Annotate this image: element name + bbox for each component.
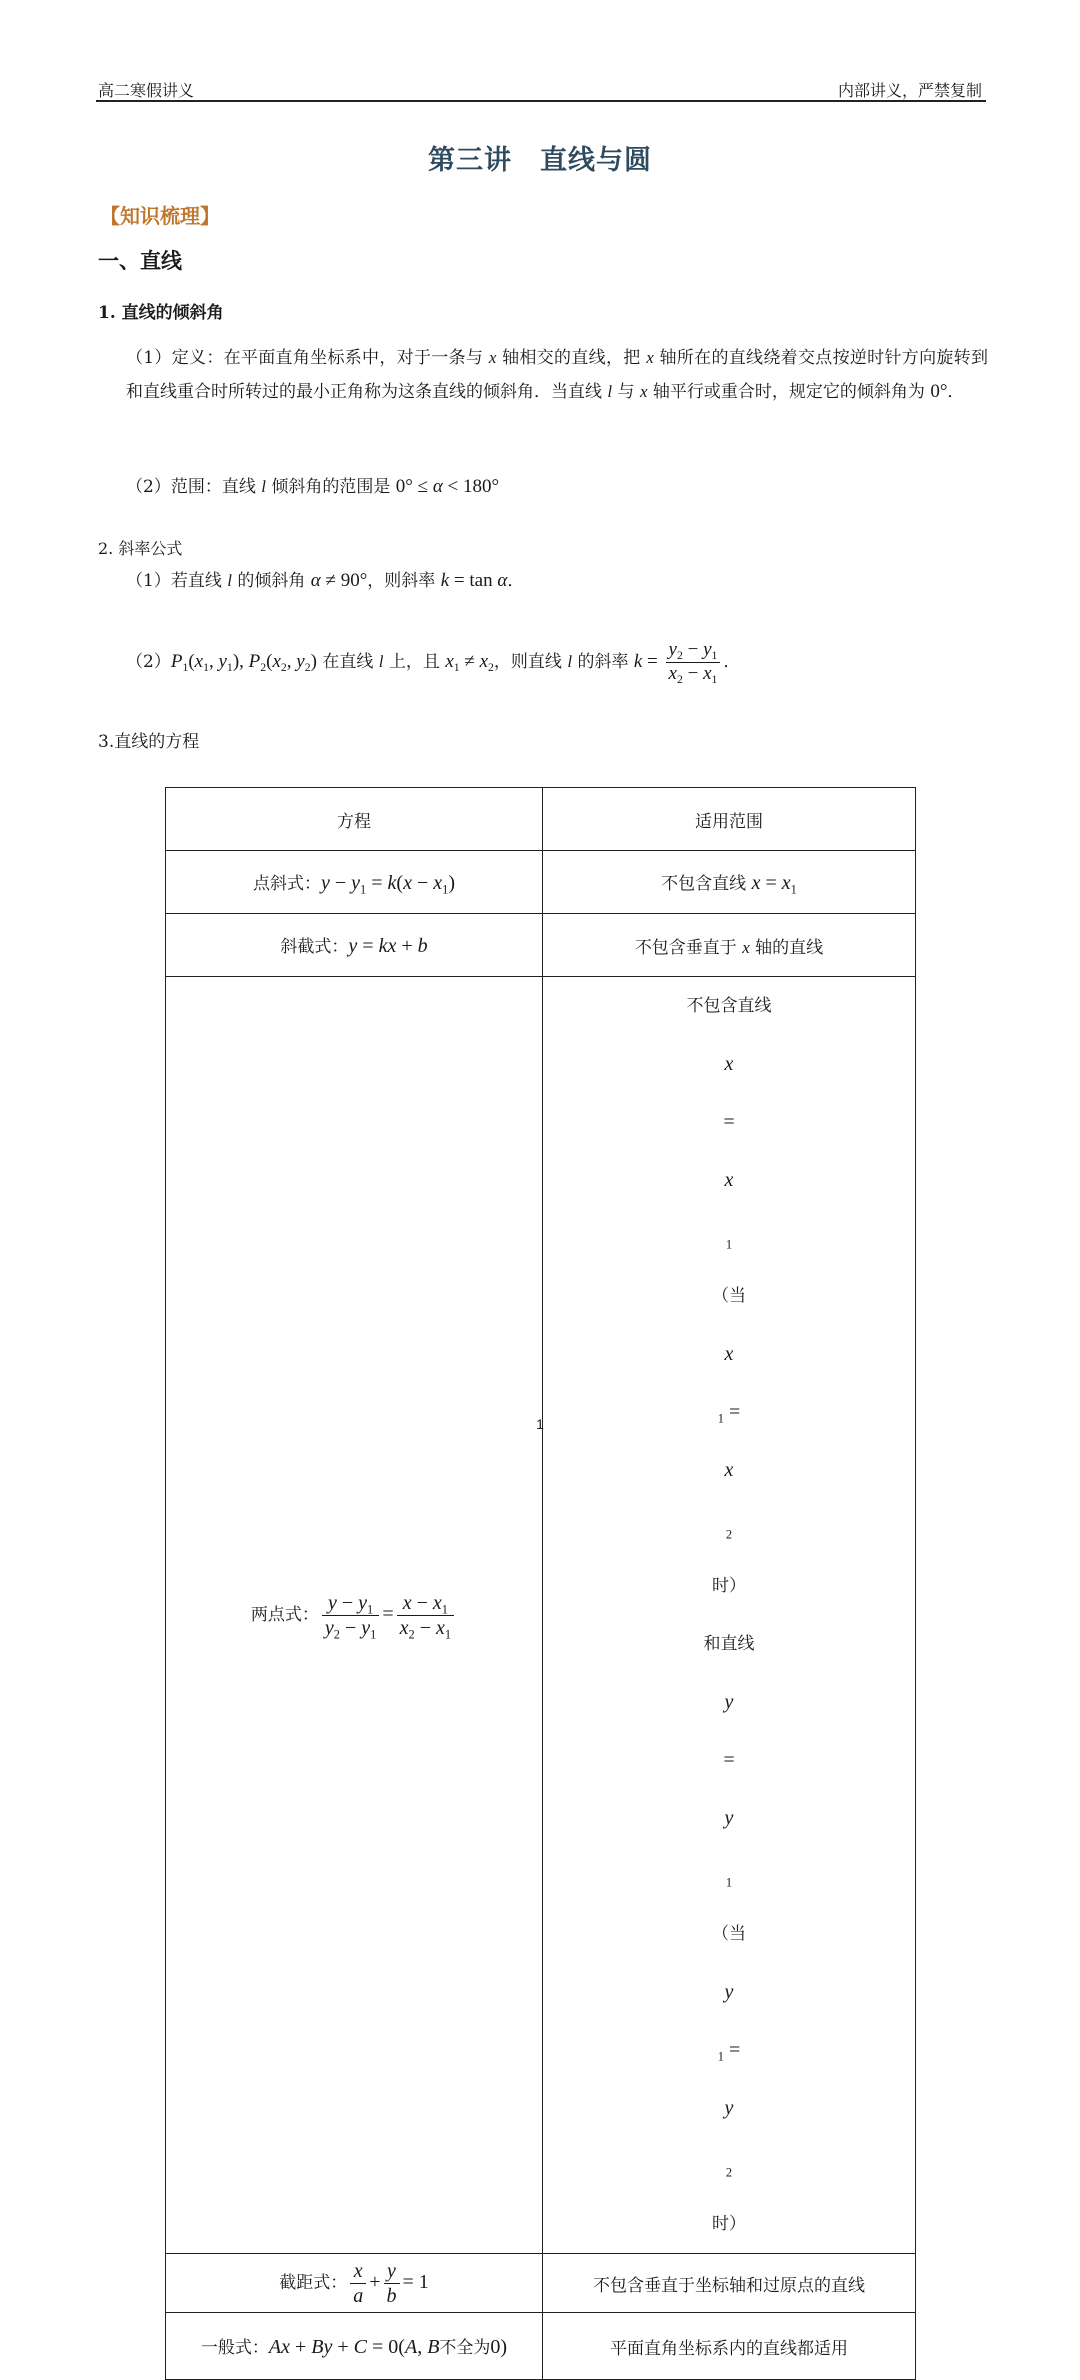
two-point-scope-line2: 和直线 y = y $_1$ （当 y $_1$ = y $_2$ 时）: [703, 1634, 755, 2234]
page-number: 1: [536, 1416, 544, 1432]
line-equation-table: [165, 787, 916, 2380]
header-right: 内部讲义，严禁复制: [837, 81, 982, 100]
heading-slope: 2. 斜率公式: [98, 539, 183, 558]
header-equation: 方程: [166, 788, 543, 851]
table-row: [166, 851, 916, 914]
header-rule: [96, 100, 986, 102]
slope-fraction: $\frac{y_2 - y_1}{x_2 - x_1}$: [666, 640, 721, 685]
table-row: [166, 2254, 916, 2313]
slope-formula-2: $(2)P_1(x_1$, $y_1$), $P_2(x_2$, $y_2$) 在直线 l 上，且 $x_1 \ne x_2$，则直线 l 的斜率 k = $\frac{y_2 - y_1}{x_2 - x_1}$ ．: [126, 639, 741, 686]
two-point-scope: [543, 977, 916, 2254]
title-lecture: 第三讲: [428, 145, 512, 176]
section-heading-line: 一、直线: [98, 248, 182, 273]
header-left: 高二寒假讲义: [98, 81, 195, 100]
table-row: [166, 2313, 916, 2380]
slope-formula-1: （1）若直线 l 的倾斜角 α ≠ 90°，则斜率 k = tan α．: [126, 570, 525, 591]
point-slope-scope: 不包含直线 $x = x_1$: [543, 851, 916, 914]
range-paragraph: （2）范围：直线 l 倾斜角的范围是 0° ≤ α < 180°: [126, 476, 500, 497]
slope-intercept-equation: 斜截式：y = kx + b: [166, 914, 543, 977]
page-title: [0, 138, 1080, 177]
header-scope: 适用范围: [543, 788, 916, 851]
knowledge-tag: 【知识梳理】: [100, 204, 220, 228]
general-scope: 平面直角坐标系内的直线都适用: [543, 2313, 916, 2380]
heading-line-equations: 3.直线的方程: [98, 732, 200, 752]
table-row: [166, 914, 916, 977]
table-row: [166, 977, 916, 2254]
point-slope-equation: 点斜式：$y - y_1 = k(x - x_1)$: [166, 851, 543, 914]
heading-inclination: 1. 直线的倾斜角: [98, 303, 224, 323]
two-point-equation: 两点式： $\frac{y - y_1}{y_2 - y_1}$ = $\frac{x - x_1}{x_2 - x_1}$: [166, 977, 543, 2254]
definition-paragraph: （1）定义：在平面直角坐标系中，对于一条与 x 轴相交的直线，把 x 轴所在的直线绕着交点按逆时针方向旋转到和直线重合时所转过的最小正角称为这条直线的倾斜角．当直线 l 与 x 轴平行或重合时，规定它的倾斜角为 0°．: [126, 348, 988, 402]
table-header-row: [166, 788, 916, 851]
two-point-scope-line1: 不包含直线 x = x $_1$ （当 x $_1$ = x $_2$ 时）: [686, 996, 772, 1596]
intercept-equation: 截距式： $\frac{x}{a}$ + $\frac{y}{b}$ = 1: [166, 2254, 543, 2313]
intercept-scope: 不包含垂直于坐标轴和过原点的直线: [543, 2254, 916, 2313]
slope-intercept-scope: 不包含垂直于 x 轴的直线: [543, 914, 916, 977]
general-equation: 一般式：Ax + By + C = 0(A, B不全为0): [166, 2313, 543, 2380]
title-topic: 直线与圆: [540, 145, 652, 176]
